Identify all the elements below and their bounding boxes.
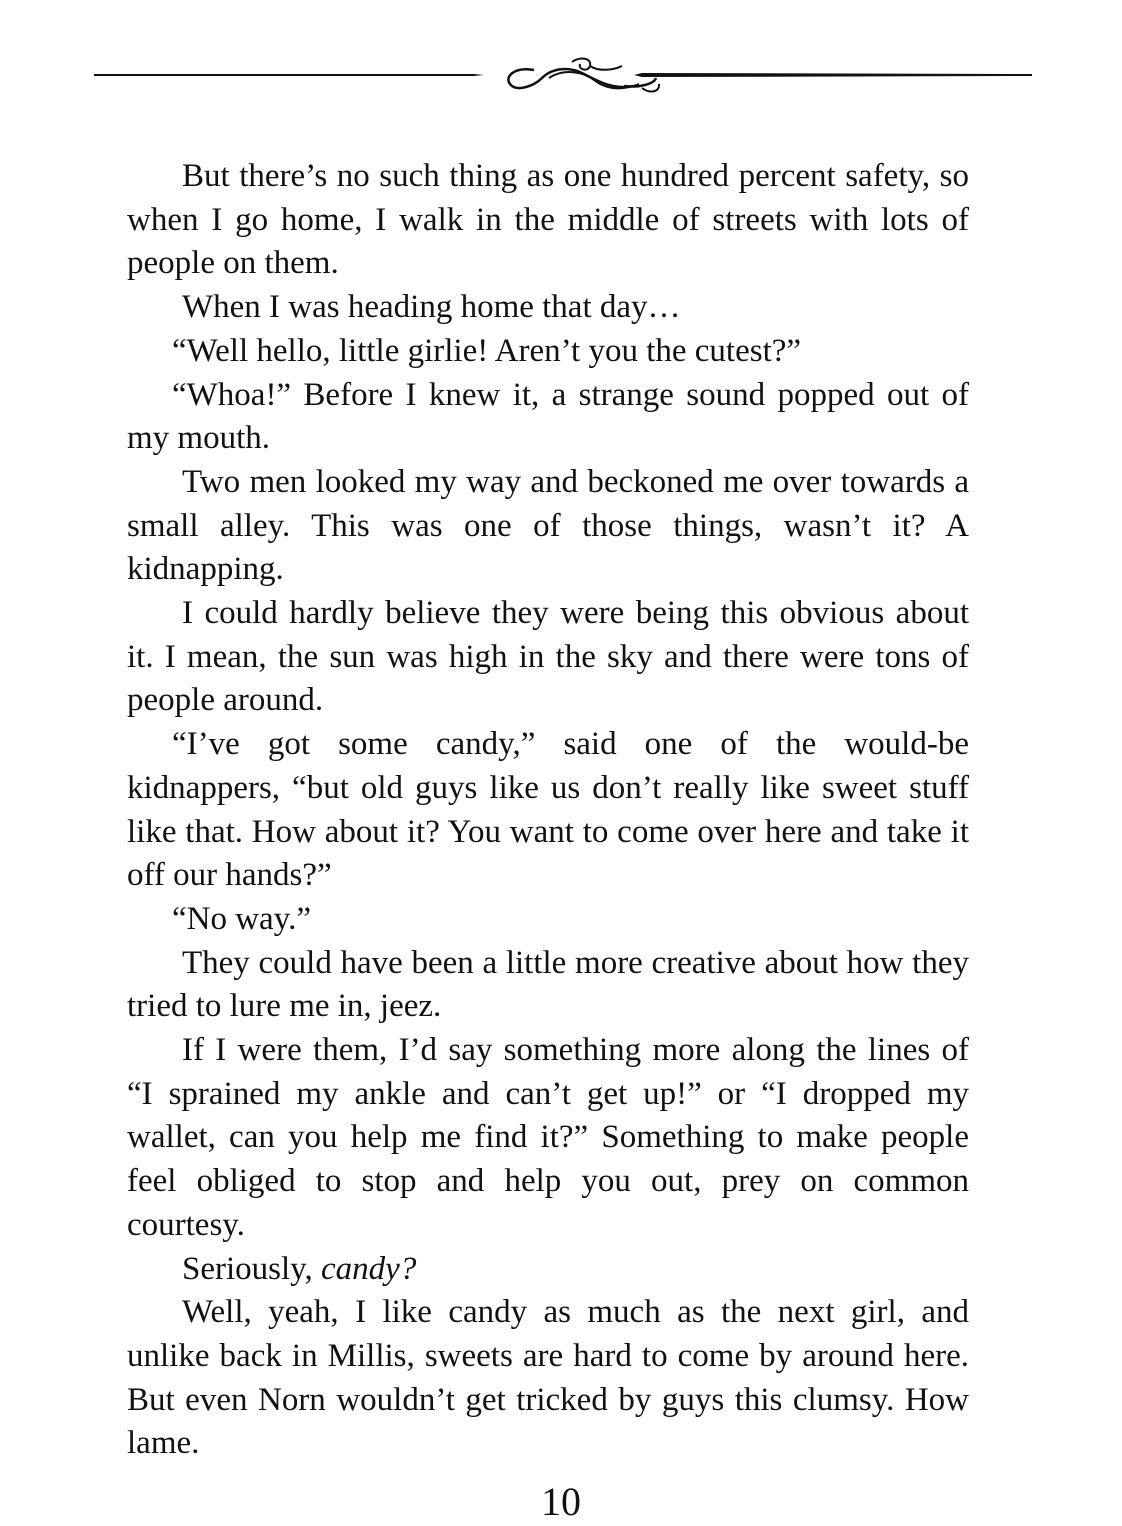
flourish-divider-icon — [94, 48, 1032, 108]
paragraph: But there’s no such thing as one hundred percent safety, so when I go home, I walk in the middle of streets with lots of people on them. — [127, 158, 969, 282]
paragraph — [127, 1248, 969, 1292]
seriously-prefix: Seriously, — [182, 1250, 322, 1287]
book-page-body — [127, 155, 969, 1466]
paragraph: If I were them, I’d say something more along the lines of “I sprained my ankle and can’t get up!” or “I dropped my wallet, can you help me find it?” Something to make people feel obliged to stop and help you out, prey on common courtesy. — [127, 1032, 969, 1243]
dialogue-line: “Well hello, little girlie! Aren’t you the cutest?” — [172, 332, 802, 369]
paragraph: Two men looked my way and beckoned me over towards a small alley. This was one of those things, wasn’t it? A kidnapping. — [127, 463, 969, 588]
page-number: 10 — [541, 1479, 581, 1524]
paragraph: They could have been a little more creative about how they tried to lure me in, jeez. — [127, 944, 969, 1025]
paragraph: “Whoa!” Before I knew it, a strange sound popped out of my mouth. — [127, 376, 969, 457]
paragraph: Well, yeah, I like candy as much as the next girl, and unlike back in Millis, sweets are hard to come by around here. But even Norn wouldn’t get tricked by guys this clumsy. How lame. — [127, 1294, 969, 1462]
dialogue-line: “No way.” — [172, 900, 311, 937]
paragraph: I could hardly believe they were being this obvious about it. I mean, the sun was high in the sky and there were tons of people around. — [127, 595, 969, 719]
paragraph: When I was heading home that day… — [182, 289, 681, 326]
emphasis-text: candy? — [321, 1250, 417, 1287]
dialogue-line: “I’ve got some candy,” said one of the would-be kidnappers, “but old guys like us don’t really like sweet stuff like that. How about it? You want to come over here and take it off our hands?” — [127, 726, 969, 894]
